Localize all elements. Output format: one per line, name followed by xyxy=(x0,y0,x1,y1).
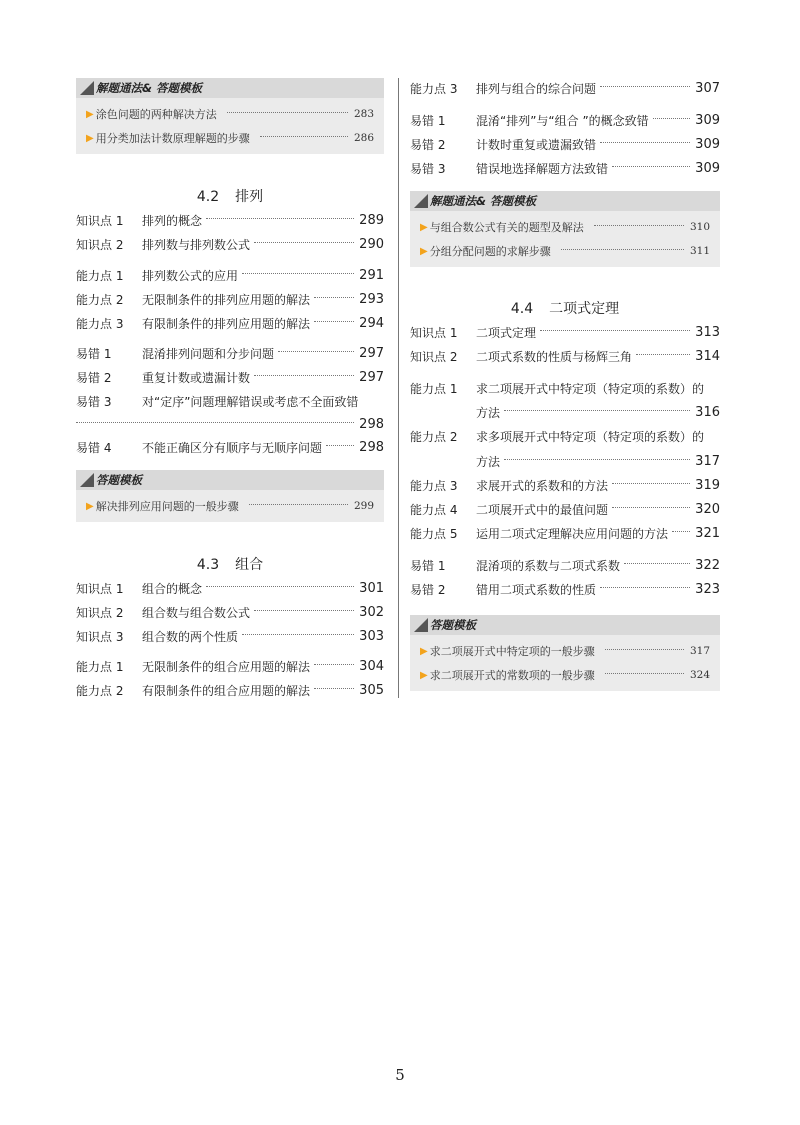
toc-row[interactable]: 知识点 2 排列数与排列数公式 290 xyxy=(76,236,384,252)
method-template-box xyxy=(76,78,384,154)
box-header: 解题通法& 答题模板 xyxy=(76,78,384,98)
toc-row[interactable]: 能力点 5 运用二项式定理解决应用问题的方法 321 xyxy=(410,525,720,541)
box-item[interactable]: ▶ 解决排列应用问题的一般步骤 299 xyxy=(86,500,375,513)
toc-row[interactable]: 能力点 4 二项展开式中的最值问题 320 xyxy=(410,501,720,517)
method-template-box xyxy=(410,191,720,267)
box-header: 答题模板 xyxy=(76,470,384,490)
toc-row[interactable]: 能力点 1 排列数公式的应用 291 xyxy=(76,267,384,283)
arrow-right-icon: ▶ xyxy=(86,500,94,512)
toc-row[interactable]: 能力点 1 求二项展开式中特定项（特定项的系数）的 xyxy=(410,381,705,396)
toc-row[interactable]: 能力点 3 有限制条件的排列应用题的解法 294 xyxy=(76,315,384,331)
arrow-right-icon: ▶ xyxy=(86,132,94,144)
section-title: 4.2 排列 xyxy=(196,189,264,205)
box-item[interactable]: ▶ 求二项展开式中特定项的一般步骤 317 xyxy=(420,645,711,658)
toc-row[interactable]: 能力点 1 无限制条件的组合应用题的解法 304 xyxy=(76,658,384,674)
toc-row[interactable]: 知识点 3 组合数的两个性质 303 xyxy=(76,628,384,644)
arrow-right-icon: ▶ xyxy=(420,669,428,681)
box-item[interactable]: ▶ 求二项展开式的常数项的一般步骤 324 xyxy=(420,669,711,682)
box-item[interactable]: ▶ 用分类加法计数原理解题的步骤 286 xyxy=(86,132,375,145)
toc-row-continuation[interactable]: 方法 317 xyxy=(476,453,720,469)
column-divider xyxy=(398,78,399,698)
toc-row[interactable]: 能力点 3 排列与组合的综合问题 307 xyxy=(410,80,720,96)
corner-triangle-icon xyxy=(80,473,94,487)
box-header: 解题通法& 答题模板 xyxy=(410,191,720,211)
arrow-right-icon: ▶ xyxy=(420,245,428,257)
toc-row[interactable]: 易错 1 混淆排列问题和分步问题 297 xyxy=(76,345,384,361)
toc-row-continuation[interactable]: 方法 316 xyxy=(476,404,720,420)
toc-row[interactable]: 知识点 1 组合的概念 301 xyxy=(76,580,384,596)
corner-triangle-icon xyxy=(80,81,94,95)
toc-row[interactable]: 易错 1 混淆“排列”与“组合 ”的概念致错 309 xyxy=(410,112,720,128)
toc-row[interactable]: 知识点 2 二项式系数的性质与杨辉三角 314 xyxy=(410,348,720,364)
toc-row[interactable]: 知识点 1 排列的概念 289 xyxy=(76,212,384,228)
box-item[interactable]: ▶ 与组合数公式有关的题型及解法 310 xyxy=(420,221,711,234)
answer-template-box xyxy=(410,615,720,691)
toc-row[interactable]: 易错 3 对“定序”问题理解错误或考虑不全面致错 xyxy=(76,394,359,409)
toc-row[interactable]: 能力点 2 有限制条件的组合应用题的解法 305 xyxy=(76,682,384,698)
toc-row-continuation[interactable]: 298 xyxy=(76,412,384,436)
toc-row[interactable]: 易错 2 错用二项式系数的性质 323 xyxy=(410,581,720,597)
toc-row[interactable]: 能力点 2 无限制条件的排列应用题的解法 293 xyxy=(76,291,384,307)
corner-triangle-icon xyxy=(414,194,428,208)
toc-row[interactable]: 知识点 1 二项式定理 313 xyxy=(410,324,720,340)
toc-row[interactable]: 易错 3 错误地选择解题方法致错 309 xyxy=(410,160,720,176)
toc-row[interactable]: 易错 2 重复计数或遗漏计数 297 xyxy=(76,369,384,385)
answer-template-box xyxy=(76,470,384,522)
box-item[interactable]: ▶ 涂色问题的两种解决方法 283 xyxy=(86,108,375,121)
box-item[interactable]: ▶ 分组分配问题的求解步骤 311 xyxy=(420,245,711,258)
toc-row[interactable]: 易错 2 计数时重复或遗漏致错 309 xyxy=(410,136,720,152)
corner-triangle-icon xyxy=(414,618,428,632)
toc-row[interactable]: 能力点 2 求多项展开式中特定项（特定项的系数）的 xyxy=(410,429,705,444)
section-title: 4.3 组合 xyxy=(196,557,264,573)
toc-row[interactable]: 易错 1 混淆项的系数与二项式系数 322 xyxy=(410,557,720,573)
page-number: 5 xyxy=(395,1066,405,1084)
box-header: 答题模板 xyxy=(410,615,720,635)
section-title: 4.4 二项式定理 xyxy=(510,301,620,317)
toc-row[interactable]: 易错 4 不能正确区分有顺序与无顺序问题 298 xyxy=(76,439,384,455)
arrow-right-icon: ▶ xyxy=(86,108,94,120)
toc-row[interactable]: 能力点 3 求展开式的系数和的方法 319 xyxy=(410,477,720,493)
arrow-right-icon: ▶ xyxy=(420,221,428,233)
arrow-right-icon: ▶ xyxy=(420,645,428,657)
toc-row[interactable]: 知识点 2 组合数与组合数公式 302 xyxy=(76,604,384,620)
